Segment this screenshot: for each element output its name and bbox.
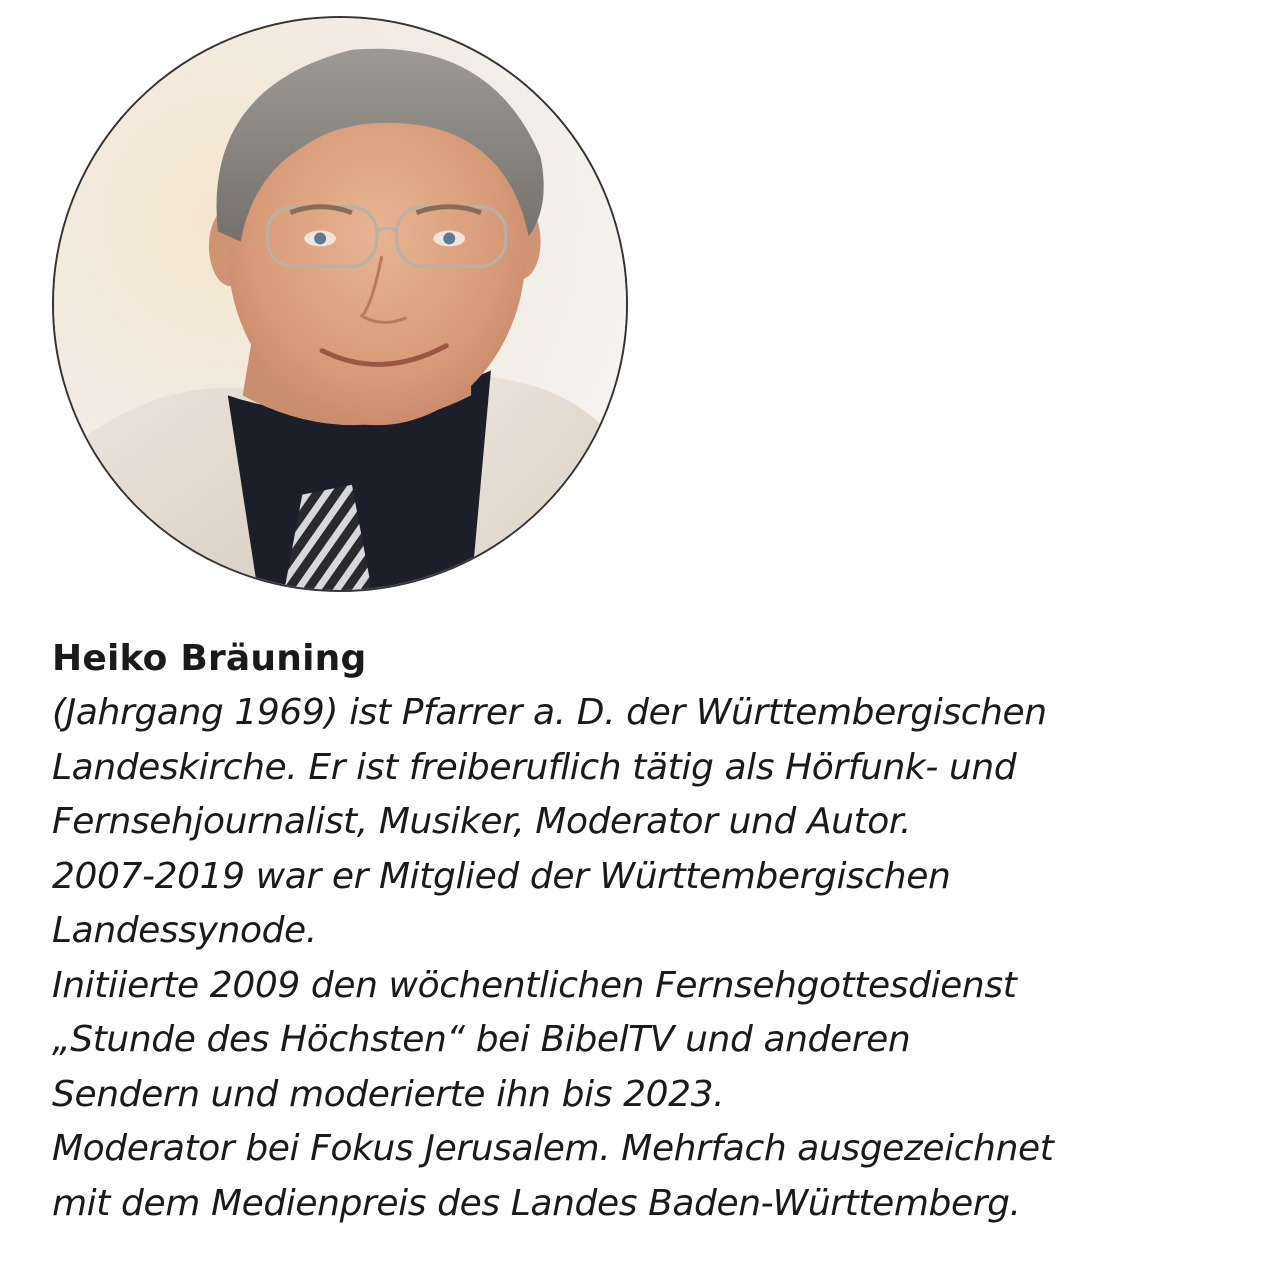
portrait-photo bbox=[52, 16, 628, 592]
bio-line: Fernsehjournalist, Musiker, Moderator und Autor. bbox=[52, 801, 912, 842]
bio-line: Moderator bei Fokus Jerusalem. Mehrfach ausgezeichnet bbox=[52, 1128, 1054, 1169]
bio-line: mit dem Medienpreis des Landes Baden-Württemberg. bbox=[52, 1182, 1021, 1224]
bio-section bbox=[52, 632, 1252, 1231]
bio-line: Sendern und moderierte ihn bis 2023. bbox=[52, 1073, 725, 1115]
bio-line: (Jahrgang 1969) ist Pfarrer a. D. der Württembergischen bbox=[52, 692, 1047, 733]
bio-line: 2007-2019 war er Mitglied der Württembergischen bbox=[52, 855, 951, 897]
person-name: Heiko Bräuning bbox=[52, 638, 367, 679]
bio-line: „Stunde des Höchsten“ bei BibelTV und anderen bbox=[52, 1019, 911, 1060]
bio-line: Initiierte 2009 den wöchentlichen Fernsehgottesdienst bbox=[52, 964, 1017, 1006]
bio-line: Landeskirche. Er ist freiberuflich tätig als Hörfunk- und bbox=[52, 746, 1017, 788]
portrait-illustration bbox=[54, 18, 626, 590]
bio-line: Landessynode. bbox=[52, 910, 317, 951]
